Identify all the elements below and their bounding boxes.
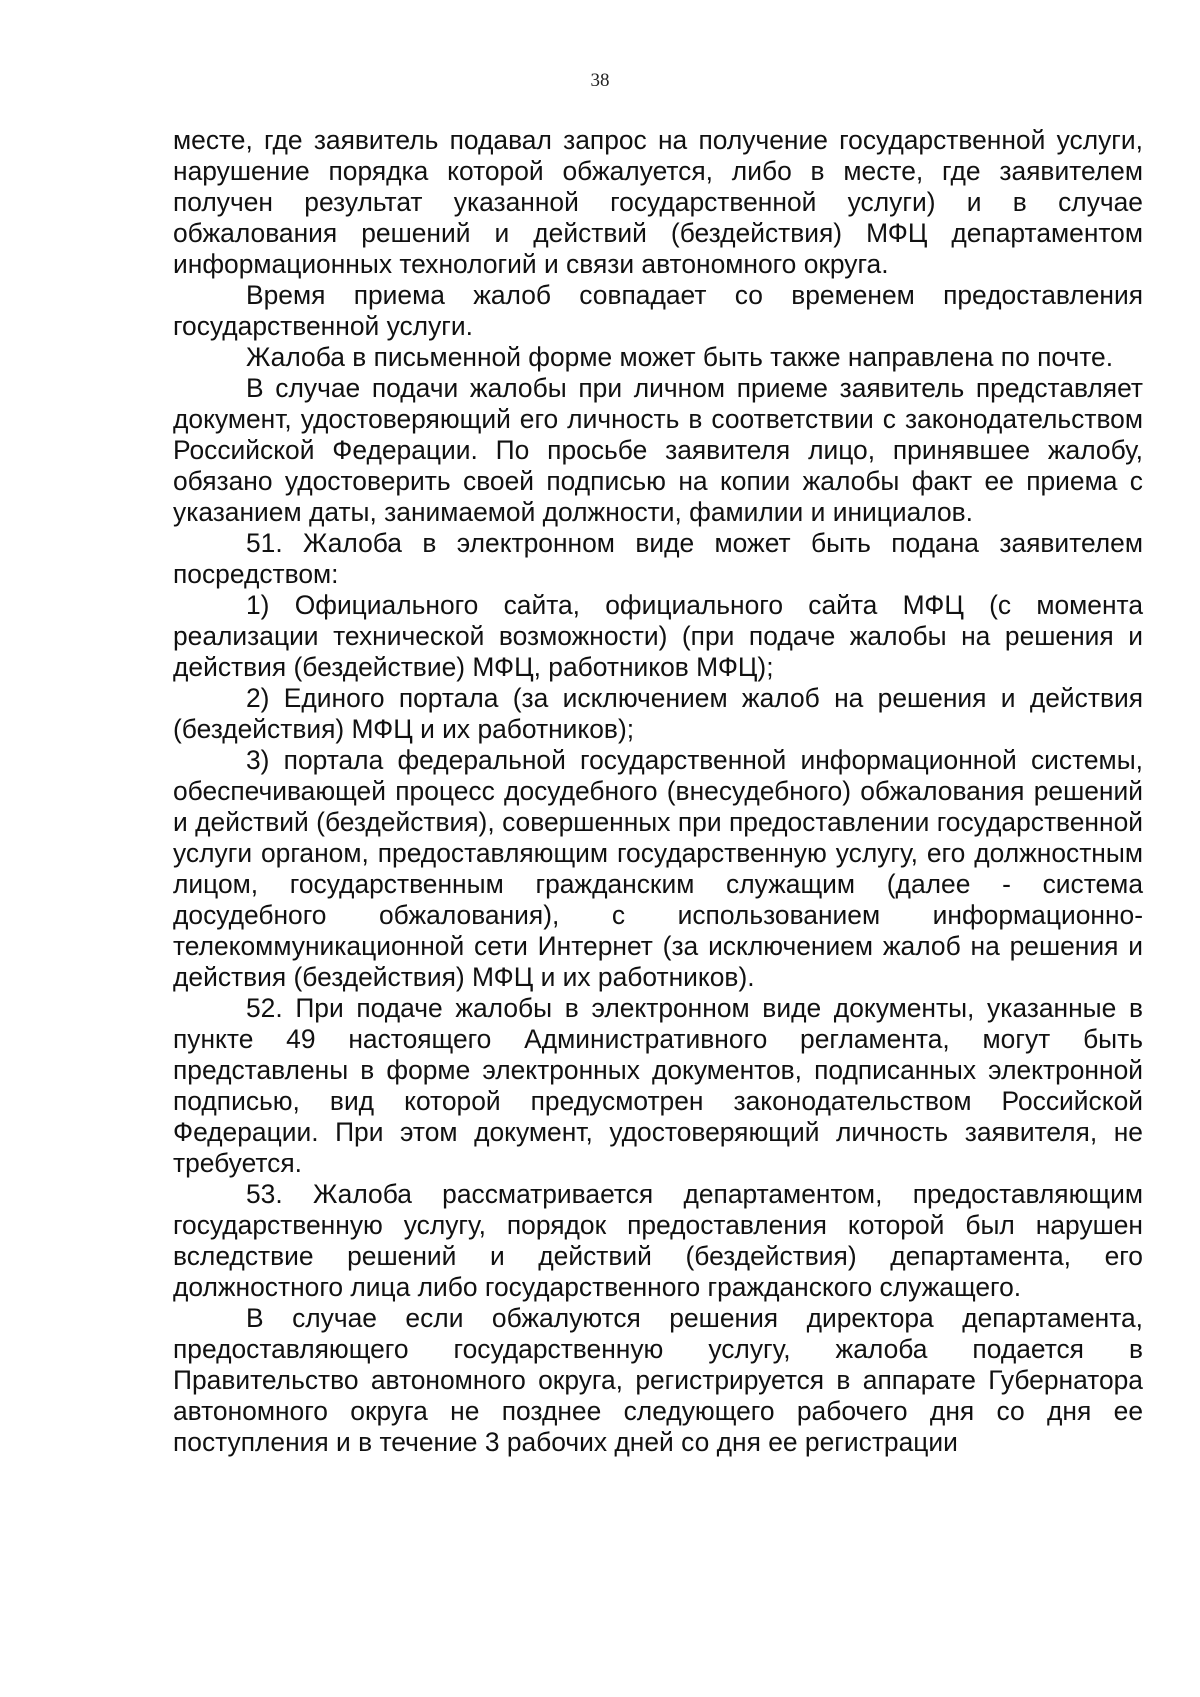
paragraph-item-51: 51. Жалоба в электронном виде может быть подана заявителем посредством:	[173, 528, 1143, 589]
paragraph-subitem-1: 1) Официального сайта, официального сайта МФЦ (с момента реализации технической возможности) (при подаче жалобы на решения и действия (бездействие) МФЦ, работников МФЦ);	[173, 590, 1143, 682]
paragraph-item-52: 52. При подаче жалобы в электронном виде документы, указанные в пункте 49 настоящего Административного регламента, могут быть представлены в форме электронных документов, подписанных электронной подписью, вид которой предусмотрен законодательством Российской Федерации. При этом документ, удостоверяющий личность заявителя, не требуется.	[173, 993, 1143, 1178]
paragraph-subitem-3: 3) портала федеральной государственной информационной системы, обеспечивающей процесс досудебного (внесудебного) обжалования решений и действий (бездействия), совершенных при предоставлении государственной услуги органом, предоставляющим государственную услугу, его должностным лицом, государственным гражданским служащим (далее - система досудебного обжалования), с использованием информационно-телекоммуникационной сети Интернет (за исключением жалоб на решения и действия (бездействия) МФЦ и их работников).	[173, 745, 1143, 992]
paragraph-personal-reception: В случае подачи жалобы при личном приеме заявитель представляет документ, удостоверяющий его личность в соответствии с законодательством Российской Федерации. По просьбе заявителя лицо, принявшее жалобу, обязано удостоверить своей подписью на копии жалобы факт ее приема с указанием даты, занимаемой должности, фамилии и инициалов.	[173, 373, 1143, 527]
paragraph-director-appeal: В случае если обжалуются решения директора департамента, предоставляющего государственную услугу, жалоба подается в Правительство автономного округа, регистрируется в аппарате Губернатора автономного округа не позднее следующего рабочего дня со дня ее поступления и в течение 3 рабочих дней со дня ее регистрации	[173, 1303, 1143, 1457]
paragraph-postal-complaint: Жалоба в письменной форме может быть также направлена по почте.	[246, 342, 1114, 372]
paragraph-reception-time: Время приема жалоб совпадает со временем предоставления государственной услуги.	[173, 280, 1143, 341]
page-number: 38	[590, 70, 610, 91]
paragraph-item-53: 53. Жалоба рассматривается департаментом, предоставляющим государственную услугу, порядок предоставления которой был нарушен вследствие решений и действий (бездействия) департамента, его должностного лица либо государственного гражданского служащего.	[173, 1179, 1143, 1302]
paragraph-subitem-2: 2) Единого портала (за исключением жалоб на решения и действия (бездействия) МФЦ и их работников);	[173, 683, 1143, 744]
paragraph-continuation: месте, где заявитель подавал запрос на получение государственной услуги, нарушение порядка которой обжалуется, либо в месте, где заявителем получен результат указанной государственной услуги) и в случае обжалования решений и действий (бездействия) МФЦ департаментом информационных технологий и связи автономного округа.	[173, 125, 1143, 279]
document-body	[173, 125, 1143, 1458]
